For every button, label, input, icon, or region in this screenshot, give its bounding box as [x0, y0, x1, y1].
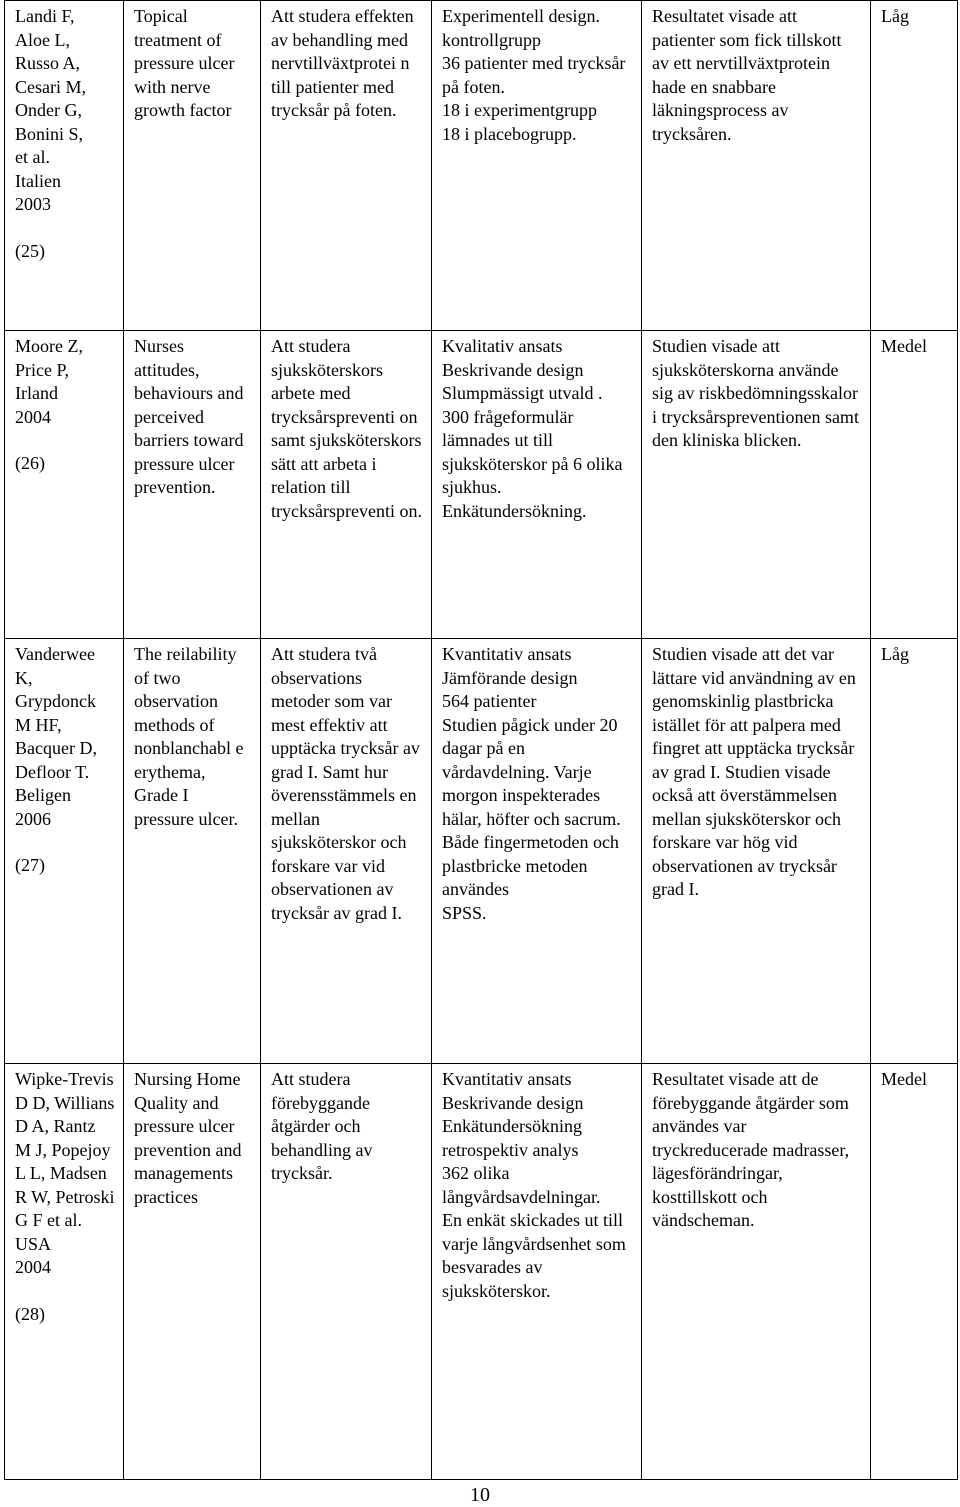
author-line: Onder G,: [15, 100, 82, 120]
method-line: Beskrivande design: [442, 1092, 584, 1113]
quality-cell: Medel: [871, 1064, 958, 1480]
method-line: Kvantitativ ansats: [442, 1069, 572, 1089]
method-line: 362 olika långvårdsavdelningar.: [442, 1163, 601, 1207]
table-row: [5, 1, 958, 331]
author-line: Cesari M,: [15, 76, 86, 97]
method-cell: [432, 331, 642, 639]
aim-cell: Att studera sjuksköterskors arbete med trycksårspreventi on samt sjuksköterskors sätt att arbeta i relation till trycksårspreventi on.: [261, 331, 432, 639]
aim-cell: Att studera effekten av behandling med nervtillväxtprotei n till patienter med trycksår på foten.: [261, 1, 432, 331]
reference-number: (27): [15, 855, 45, 875]
author-line: USA: [15, 1233, 52, 1254]
title-cell: Topical treatment of pressure ulcer with nerve growth factor: [124, 1, 261, 331]
method-cell: [432, 1, 642, 331]
author-cell: [5, 331, 124, 639]
author-line: Beligen: [15, 785, 71, 805]
literature-table: [4, 0, 958, 1480]
method-line: Jämförande design: [442, 667, 578, 688]
title-cell: Nursing Home Quality and pressure ulcer prevention and managements practices: [124, 1064, 261, 1480]
method-line: Beskrivande design: [442, 359, 584, 380]
method-line: Kvalitativ ansats: [442, 336, 563, 356]
title-cell: Nurses attitudes, behaviours and perceived barriers toward pressure ulcer prevention.: [124, 331, 261, 639]
author-line: Moore Z,: [15, 336, 83, 356]
quality-cell: Medel: [871, 331, 958, 639]
result-cell: Studien visade att sjuksköterskorna använde sig av riskbedömningsskalor i trycksårspreventionen samt den kliniska blicken.: [642, 331, 871, 639]
method-line: SPSS.: [442, 902, 487, 923]
author-cell: [5, 1, 124, 331]
author-line: Defloor T.: [15, 761, 90, 782]
table-row: [5, 1064, 958, 1480]
reference-number: (26): [15, 453, 45, 473]
reference-number: (25): [15, 240, 45, 261]
author-line: et al.: [15, 147, 50, 167]
result-cell: Resultatet visade att patienter som fick tillskott av ett nervtillväxtprotein hade en snabbare läkningsprocess av trycksåren.: [642, 1, 871, 331]
method-line: En enkät skickades ut till varje långvårdsenhet som besvarades av sjuksköterskor.: [442, 1210, 626, 1301]
reference-number: (28): [15, 1303, 45, 1324]
method-cell: [432, 1064, 642, 1480]
title-cell: The reilability of two observation methods of nonblanchabl e erythema, Grade I pressure ulcer.: [124, 639, 261, 1064]
quality-cell: Låg: [871, 1, 958, 331]
method-cell: [432, 639, 642, 1064]
author-line: Bonini S,: [15, 123, 84, 144]
result-cell: Resultatet visade att de förebyggande åtgärder som användes var tryckreducerade madrasser, lägesförändringar, kosttillskott och vändscheman.: [642, 1064, 871, 1480]
author-line: Russo A,: [15, 53, 81, 73]
author-line: Irland: [15, 383, 58, 403]
method-line: 36 patienter med trycksår på foten.: [442, 53, 626, 97]
method-line: Slumpmässigt utvald .: [442, 383, 603, 403]
method-line: 300 frågeformulär lämnades ut till sjuksköterskor på 6 olika sjukhus.: [442, 406, 623, 497]
author-line: Price P,: [15, 359, 69, 380]
author-cell: [5, 1064, 124, 1480]
author-line: Grypdonck M HF,: [15, 691, 96, 735]
literature-table-body: [5, 1, 958, 1480]
author-cell: [5, 639, 124, 1064]
author-line: Aloe L,: [15, 29, 70, 50]
aim-cell: Att studera förebyggande åtgärder och behandling av trycksår.: [261, 1064, 432, 1480]
author-line: 2003: [15, 194, 51, 214]
method-line: 564 patienter: [442, 691, 537, 711]
page-number: 10: [470, 1484, 490, 1506]
author-line: Vanderwee K,: [15, 644, 95, 688]
method-line: Studien pågick under 20 dagar på en vårdavdelning. Varje morgon inspekterades hälar, höfter och sacrum. Både fingermetoden och plastbricke metoden användes: [442, 714, 621, 899]
table-row: [5, 639, 958, 1064]
author-line: Bacquer D,: [15, 738, 97, 758]
method-line: retrospektiv analys: [442, 1139, 579, 1160]
method-line: kontrollgrupp: [442, 29, 541, 50]
quality-cell: Låg: [871, 639, 958, 1064]
method-line: Enkätundersökning: [442, 1116, 582, 1136]
author-line: 2004: [15, 406, 51, 427]
method-line: Experimentell design.: [442, 6, 600, 26]
author-line: Landi F,: [15, 6, 75, 26]
author-line: 2004: [15, 1257, 51, 1277]
author-line: Italien: [15, 170, 61, 191]
author-line: 2006: [15, 808, 51, 829]
author-line: Wipke-Trevis D D, Willians D A, Rantz M J, Popejoy L L, Madsen R W, Petroski G F et al.: [15, 1069, 115, 1230]
method-line: 18 i experimentgrupp: [442, 100, 597, 120]
method-line: Enkätundersökning.: [442, 500, 587, 521]
table-row: [5, 331, 958, 639]
result-cell: Studien visade att det var lättare vid användning av en genomskinlig plastbricka istället för att palpera med fingret att upptäcka trycksår av grad I. Studien visade också att överstämmelsen mellan sjuksköterskor och forskare var hög vid observationen av trycksår grad I.: [642, 639, 871, 1064]
method-line: Kvantitativ ansats: [442, 644, 572, 664]
aim-cell: Att studera två observations metoder som var mest effektiv att upptäcka trycksår av grad I. Samt hur överensstämmels en mellan sjuksköterskor och forskare var vid observationen av trycksår av grad I.: [261, 639, 432, 1064]
method-line: 18 i placebogrupp.: [442, 123, 577, 144]
